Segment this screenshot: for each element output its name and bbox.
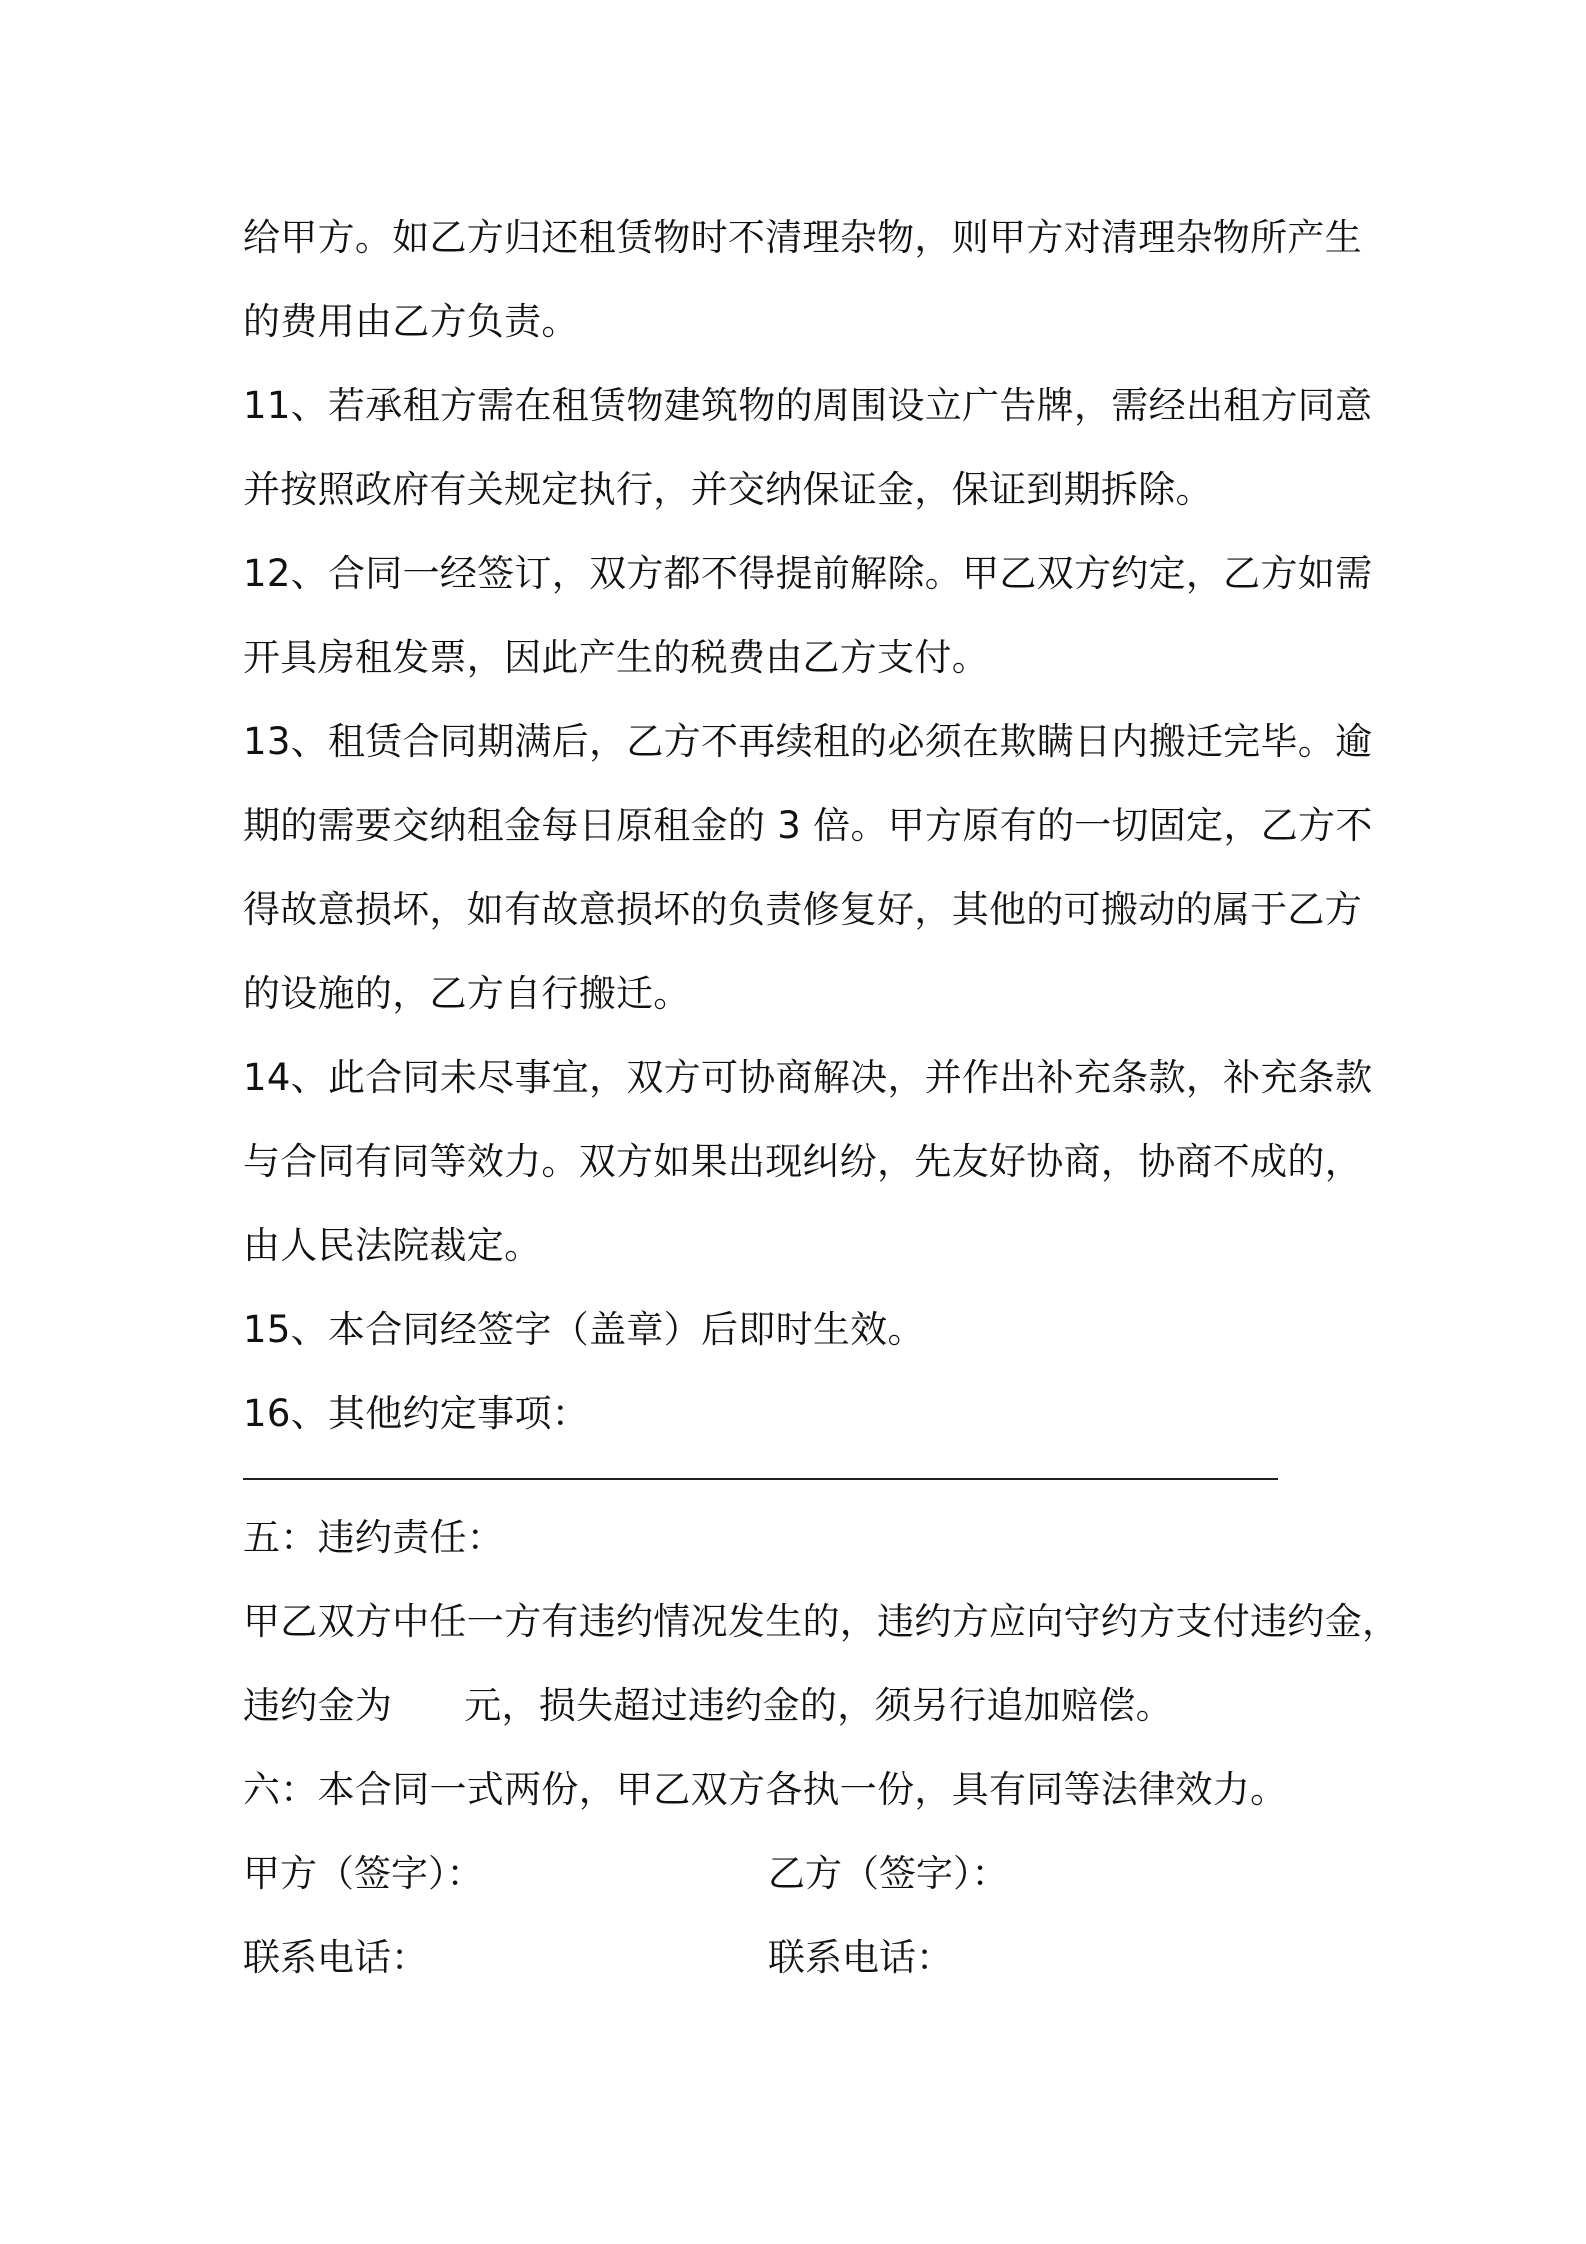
blank-fill-line: [243, 1456, 1368, 1496]
text-line: 给甲方。如乙方归还租赁物时不清理杂物，则甲方对清理杂物所产生: [243, 216, 1362, 259]
text-line: 的设施的，乙方自行搬迁。: [243, 972, 691, 1015]
text-line: 开具房租发票，因此产生的税费由乙方支付。: [243, 636, 989, 679]
text-line: 与合同有同等效力。双方如果出现纠纷，先友好协商，协商不成的，: [243, 1140, 1362, 1183]
text-line: 的费用由乙方负责。: [243, 300, 579, 343]
party-a-phone-label: 联系电话：: [243, 1936, 428, 1979]
clause-13-line: 13、租赁合同期满后，乙方不再续租的必须在欺瞒日内搬迁完毕。逾: [243, 720, 1373, 763]
text-line: 并按照政府有关规定执行，并交纳保证金，保证到期拆除。: [243, 468, 1213, 511]
party-b-phone-label: 联系电话：: [768, 1936, 953, 1979]
clause-15-line: 15、本合同经签字（盖章）后即时生效。: [243, 1308, 925, 1351]
text-line: 由人民法院裁定。: [243, 1224, 542, 1267]
clause-16-line: 16、其他约定事项：: [243, 1392, 590, 1435]
clause-12-line: 12、合同一经签订，双方都不得提前解除。甲乙双方约定，乙方如需: [243, 552, 1373, 595]
text-line: 得故意损坏，如有故意损坏的负责修复好，其他的可搬动的属于乙方: [243, 888, 1362, 931]
clause-14-line: 14、此合同未尽事宜，双方可协商解决，并作出补充条款，补充条款: [243, 1056, 1373, 1099]
underline-rule: [243, 1478, 1278, 1480]
contract-body: [243, 196, 1400, 2000]
phone-row: [243, 1916, 1368, 2000]
text-line: 期的需要交纳租金每日原租金的 3 倍。甲方原有的一切固定，乙方不: [243, 804, 1373, 847]
party-a-signature-label: 甲方（签字）：: [243, 1852, 484, 1895]
party-b-signature-label: 乙方（签字）：: [768, 1852, 1009, 1895]
section-6-line: 六：本合同一式两份，甲乙双方各执一份，具有同等法律效力。: [243, 1768, 1288, 1811]
section-5-heading: 五：违约责任：: [243, 1516, 505, 1559]
signature-row: [243, 1832, 1368, 1916]
penalty-suffix: 元，损失超过违约金的，须另行追加赔偿。: [464, 1684, 1173, 1727]
clause-11-line: 11、若承租方需在租赁物建筑物的周围设立广告牌，需经出租方同意: [243, 384, 1373, 427]
section-5-text-line: 甲乙双方中任一方有违约情况发生的，违约方应向守约方支付违约金，: [243, 1600, 1400, 1643]
penalty-prefix: 违约金为: [243, 1684, 393, 1727]
section-5-penalty-line: [243, 1664, 1368, 1748]
